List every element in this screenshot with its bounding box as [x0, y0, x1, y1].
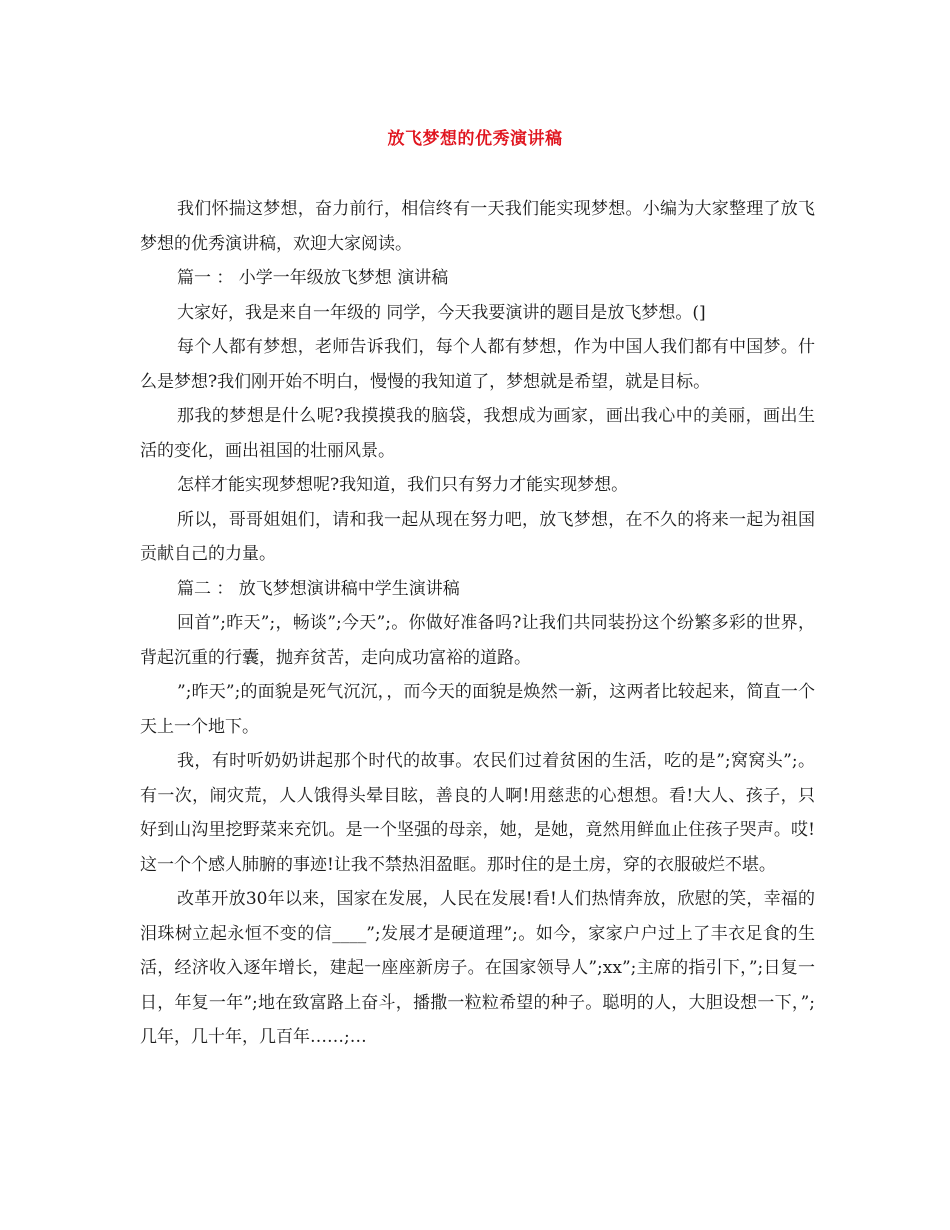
paragraph: 大家好，我是来自一年级的 同学，今天我要演讲的题目是放飞梦想。(]: [177, 302, 706, 323]
document-title: 放飞梦想的优秀演讲稿: [387, 129, 563, 149]
paragraph: 我，有时听奶奶讲起那个时代的故事。农民们过着贫困的生活，吃的是”;窝窝头”;。有一次，闹灾荒，人人饿得头晕目眩，善良的人啊!用慈悲的心想想。看!大人、孩子，只好到山沟里挖野菜来充饥。是一个坚强的母亲，她，是她，竟然用鲜血止住孩子哭声。哎!这一个个感人肺腑的事迹!让我不禁热泪盈眶。那时住的是土房，穿的衣服破烂不堪。: [140, 751, 815, 875]
paragraph: 改革开放30年以来，国家在发展，人民在发展!看!人们热情奔放，欣慰的笑，幸福的泪珠树立起永恒不变的信____”;发展才是硬道理”;。如今，家家户户过上了丰衣足食的生活，经济收入逐年增长，建起一座座新房子。在国家领导人”;xx”;主席的指引下，”;日复一日，年复一年”;地在致富路上奋斗，播撒一粒粒希望的种子。聪明的人，大胆设想一下，”;几年，几十年，几百年……;…: [140, 889, 815, 1047]
paragraph: 回首”;昨天”;，畅谈”;今天”;。你做好准备吗?让我们共同装扮这个纷繁多彩的世界，背起沉重的行囊，抛弃贫苦，走向成功富裕的道路。: [140, 613, 815, 668]
paragraph: 那我的梦想是什么呢?我摸摸我的脑袋，我想成为画家，画出我心中的美丽，画出生活的变化，画出祖国的壮丽风景。: [140, 406, 815, 461]
paragraph: 所以，哥哥姐姐们，请和我一起从现在努力吧，放飞梦想，在不久的将来一起为祖国贡献自己的力量。: [140, 509, 815, 564]
section-heading-1: 篇一 ： 小学一年级放飞梦想 演讲稿: [177, 268, 449, 288]
paragraph-intro: 我们怀揣这梦想，奋力前行，相信终有一天我们能实现梦想。小编为大家整理了放飞梦想的优秀演讲稿，欢迎大家阅读。: [140, 199, 815, 254]
section-heading-2: 篇二 ： 放飞梦想演讲稿中学生演讲稿: [177, 578, 460, 599]
document-body: [140, 192, 815, 1055]
paragraph: 每个人都有梦想，老师告诉我们，每个人都有梦想，作为中国人我们都有中国梦。什么是梦想?我们刚开始不明白，慢慢的我知道了，梦想就是希望，就是目标。: [140, 337, 815, 392]
paragraph: ”;昨天”;的面貌是死气沉沉，，而今天的面貌是焕然一新，这两者比较起来，简直一个天上一个地下。: [140, 682, 815, 737]
paragraph: 怎样才能实现梦想呢?我知道，我们只有努力才能实现梦想。: [177, 475, 629, 495]
